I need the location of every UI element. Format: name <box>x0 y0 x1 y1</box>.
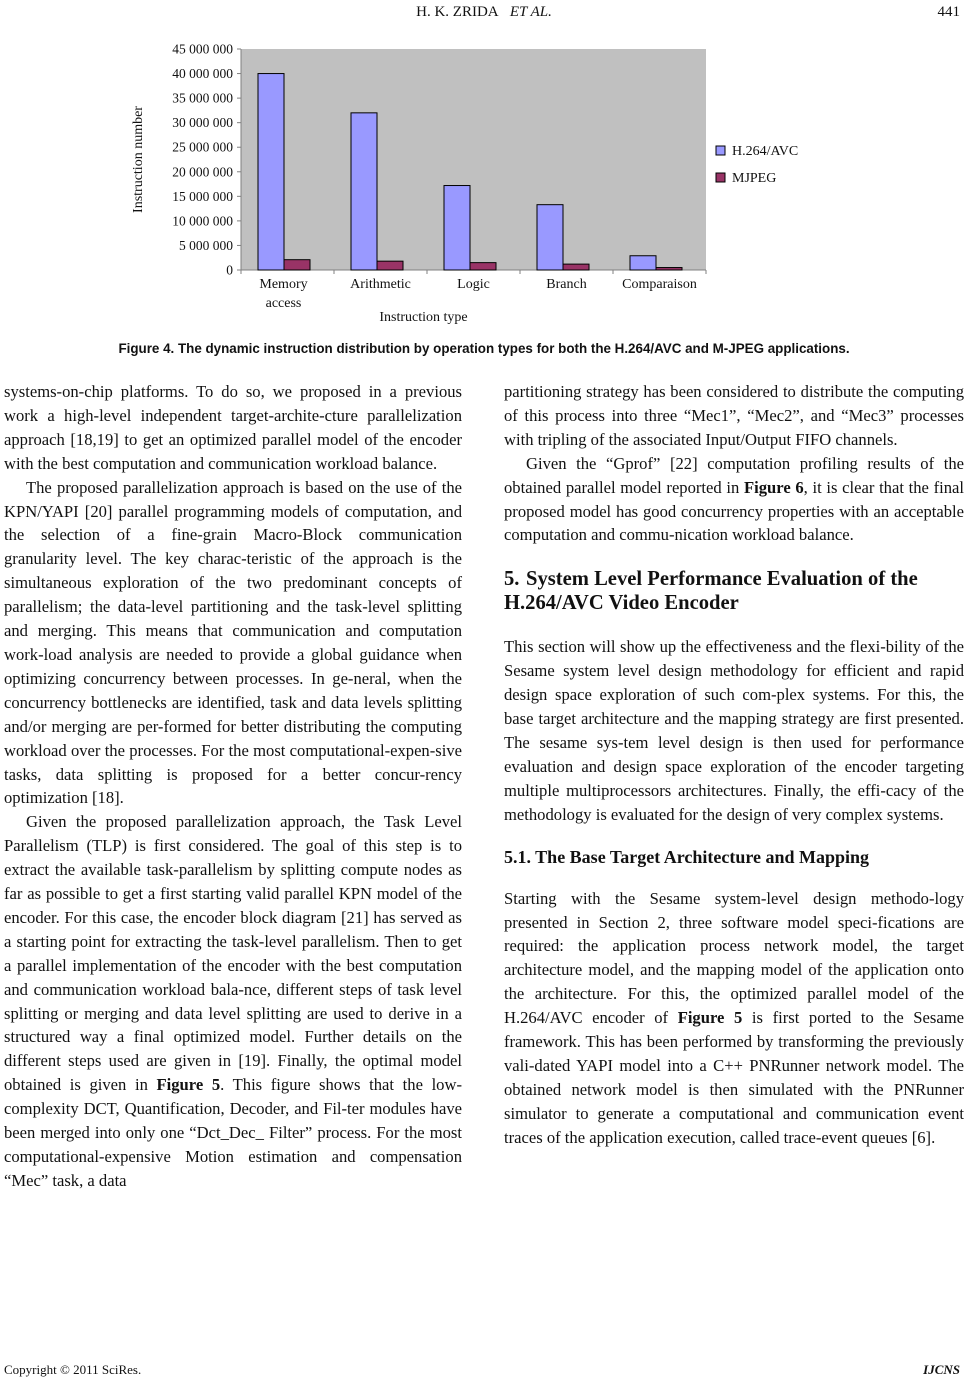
bar-mjpeg <box>470 263 496 270</box>
y-axis-title: Instruction number <box>131 106 146 213</box>
section-title: System Level Performance Evaluation of the H.264/AVC Video Encoder <box>504 568 918 615</box>
y-tick-label: 5 000 000 <box>179 237 233 253</box>
y-tick-label: 35 000 000 <box>172 90 233 106</box>
bar-h264 <box>258 74 284 270</box>
y-tick-label: 30 000 000 <box>172 115 233 131</box>
header-authors: H. K. ZRIDA <box>416 4 499 20</box>
y-tick-label: 0 <box>226 262 233 278</box>
bar-h264 <box>444 186 470 270</box>
paragraph: This section will show up the effectiveness and the flexi-bility of the Sesame system level design methodology for efficient and rapid design space exploration of such com-plex systems. For this, the base target architecture and the mapping strategy are first presented. The sesame sys-tem level design is then used for performance evaluation and design space exploration of the encoder targeting multiple multiprocessors architectures. Finally, the effi-cacy of the methodology is evaluated for the design of very complex systems. <box>504 637 964 824</box>
bar-mjpeg <box>284 260 310 270</box>
y-tick-label: 25 000 000 <box>172 139 233 155</box>
legend-swatch <box>716 173 725 182</box>
left-column <box>4 380 462 1193</box>
section-number: 5. <box>504 568 520 591</box>
y-tick-label: 45 000 000 <box>172 41 233 57</box>
x-tick-label: access <box>265 296 302 311</box>
x-tick-label: Memory <box>259 277 308 292</box>
bar-h264 <box>630 256 656 270</box>
x-tick-label: Arithmetic <box>350 277 411 292</box>
paragraph: The proposed parallelization approach is based on the use of the KPN/YAPI [20] parallel programming models of computation, and the selection of a fine-grain Macro-Block communication granularity level. The key charac-teristic of the approach is the simultaneous exploration of the two predominant concepts of parallelism; the data-level partitioning and the task-level splitting and merging. This means that communication and computation work-load analysis are needed to provide a global guidance when optimizing concurrency between processes. In ge-neral, when the concurrency bottlenecks are identified, task and data levels splitting and/or merging are per-formed for better distributing the computing workload over the processes. For the most computational-expen-sive tasks, data splitting is proposed for a better concur-rency optimization [18]. <box>4 477 462 808</box>
paragraph: systems-on-chip platforms. To do so, we proposed in a previous work a high-level independent target-archite-cture parallelization approach [18,19] to get an optimized parallel model of the encoder with the best computation and communication workload balance. <box>4 382 462 473</box>
y-tick-label: 20 000 000 <box>172 164 233 180</box>
copyright: Copyright © 2011 SciRes. <box>4 1362 142 1377</box>
y-tick-label: 40 000 000 <box>172 66 233 82</box>
x-tick-label: Branch <box>546 277 587 292</box>
legend-label: H.264/AVC <box>732 144 799 159</box>
header-et-al: ET AL. <box>509 4 552 20</box>
legend-swatch <box>716 146 725 155</box>
bar-h264 <box>537 205 563 270</box>
paragraph: Given the “Gprof” [22] computation profiling results of the obtained parallel model reported in Figure 6, it is clear that the final proposed model has good concurrency properties with an acceptable computation and commu-nication workload balance. <box>504 453 965 545</box>
figure-caption: Figure 4. The dynamic instruction distribution by operation types for both the H.264/AVC and M-JPEG applications. <box>118 341 850 356</box>
y-tick-label: 15 000 000 <box>172 188 233 204</box>
legend-label: MJPEG <box>732 171 777 186</box>
subsection-heading: 5.1. The Base Target Architecture and Mapping <box>504 846 870 867</box>
figure-reference[interactable]: Figure 5 <box>156 1075 221 1095</box>
x-axis-title: Instruction type <box>379 310 468 324</box>
figure-reference[interactable]: Figure 5 <box>677 1008 743 1028</box>
x-tick-label: Comparaison <box>622 277 697 292</box>
bar-mjpeg <box>377 261 403 270</box>
running-header <box>0 4 968 21</box>
right-column <box>504 380 964 1150</box>
bar-h264 <box>351 113 377 270</box>
paragraph: Given the proposed parallelization approach, the Task Level Parallelism (TLP) is first considered. The goal of this step is to extract the available task-parallelism by splitting compute nodes as far as possible to get a first starting valid parallel KPN model of the encoder. For this case, the encoder block diagram [21] has served as a starting point for extracting the task-level parallelism. Then to get a parallel implementation of the encoder with the best computation and communication workload bala-nce, different steps of task level splitting or merging and data level splitting are used to derive in a structured way a final optimized model. Further details on the different steps used are given in [19]. Finally, the optimal model obtained is given in Figure 5. This figure shows that the low-complexity DCT, Quantification, Decoder, and Fil-ter modules have been merged into only one “Dct_Dec_ Filter” process. For the most computational-expensive Motion estimation and compensation “Mec” task, a data <box>4 812 462 1190</box>
plot-area <box>241 49 706 270</box>
page-number: 441 <box>937 4 960 20</box>
figure-4-chart <box>126 34 836 324</box>
figure-reference[interactable]: Figure 6 <box>743 477 804 497</box>
bar-mjpeg <box>563 264 589 270</box>
journal-name: IJCNS <box>923 1362 960 1377</box>
x-tick-label: Logic <box>457 277 490 292</box>
paragraph: Starting with the Sesame system-level design methodo-logy presented in Section 2, three software model speci-fications are required: the application process network model, the target architecture model, and the mapping model of the application onto the architecture. For this, the optimized parallel model of the H.264/AVC encoder of Figure 5 is first ported to the Sesame framework. This has been performed by transforming the previously vali-dated YAPI model into a C++ PNRunner network model. The obtained network model is then simulated with the PNRunner simulator to generate a computational and communication event traces of the application execution, called trace-event queues [6]. <box>504 888 964 1147</box>
paragraph: partitioning strategy has been considered to distribute the computing of this process into three “Mec1”, “Mec2”, and “Mec3” processes with tripling of the associated Input/Output FIFO channels. <box>504 382 964 449</box>
y-tick-label: 10 000 000 <box>172 213 233 229</box>
section-heading <box>504 567 964 615</box>
bar-mjpeg <box>656 268 682 270</box>
